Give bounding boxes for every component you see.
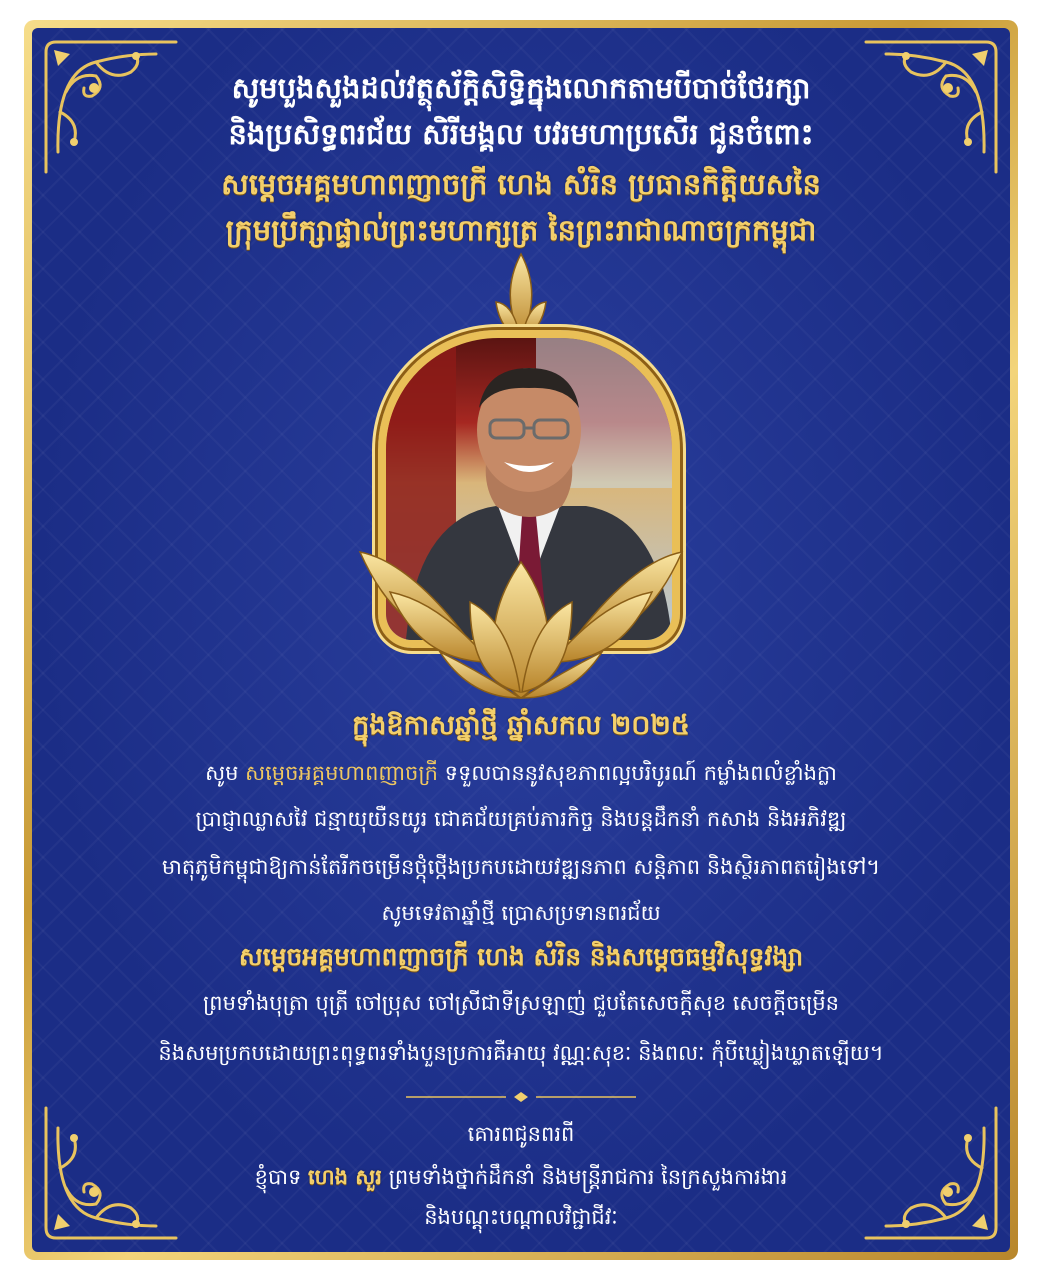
- header-line-1: សូមបួងសួងដល់វត្ថុស័ក្តិសិទ្ធិក្នុងលោកតាមបីបាច់ថែរក្សា: [231, 71, 811, 105]
- message-line-3: មាតុភូមិកម្ពុជាឱ្យកាន់តែរីកចម្រើនថ្កុំថ្កើងប្រកបដោយវឌ្ឍនភាព សន្តិភាព និងស្ថិរភាពតរៀងទៅ។: [161, 855, 881, 879]
- message-line-1-highlight: សម្តេចអគ្គមហាពញាចក្រី: [245, 761, 438, 785]
- message-line-7: និងសមប្រកបដោយព្រះពុទ្ធពរទាំងបួនប្រការគឺអាយុ វណ្ណៈសុខៈ និងពលៈ កុំបីឃ្លៀងឃ្លាតឡើយ។: [158, 1041, 884, 1065]
- header-line-3: សម្តេចអគ្គមហាពញាចក្រី ហេង សំរិន ប្រធានកិត្តិយសនៃ: [221, 167, 821, 201]
- header-line-2: និងប្រសិទ្ធពរជ័យ សិរីមង្គល បវរមហាប្រសើរ ជូនចំពោះ: [228, 117, 814, 151]
- signature-prefix: ខ្ញុំបាទ: [254, 1165, 302, 1189]
- signature-label: គោរពជូនពរពី: [467, 1122, 575, 1146]
- message-line-1: [110, 758, 932, 788]
- ornament-divider-icon: [406, 1092, 636, 1102]
- occasion-title: ក្នុងឱកាសឆ្នាំថ្មី ឆ្នាំសកល ២០២៥: [352, 710, 690, 741]
- lotus-base-icon: [320, 532, 722, 702]
- message-line-1-rest: ទទួលបាននូវសុខភាពល្អបរិបូរណ៍ កម្លាំងពលំខ្លាំងក្លា: [444, 761, 837, 785]
- message-line-6: ព្រមទាំងបុត្រា បុត្រី ចៅប្រុស ចៅស្រីជាទីស្រឡាញ់ ជួបតែសេចក្តីសុខ សេចក្តីចម្រើន: [203, 991, 839, 1015]
- lotus-top-icon: [486, 252, 556, 342]
- signature-rest: ព្រមទាំងថ្នាក់ដឹកនាំ និងមន្ត្រីរាជការ នៃក្រសួងការងារ: [388, 1165, 788, 1189]
- honoree-names: សម្តេចអគ្គមហាពញាចក្រី ហេង សំរិន និងសម្តេចធម្មវិសុទ្ធវង្សា: [238, 942, 804, 971]
- signature-name: ហេង សួរ: [307, 1165, 382, 1189]
- header-line-4: ក្រុមប្រឹក្សាផ្ទាល់ព្រះមហាក្សត្រ នៃព្រះរាជាណាចក្រកម្ពុជា: [225, 213, 817, 247]
- signature-line-2: និងបណ្តុះបណ្តាលវិជ្ជាជីវៈ: [424, 1205, 618, 1229]
- message-line-2: ប្រាជ្ញាឈ្លាសវៃ ជន្មាយុយឺនយូរ ជោគជ័យគ្រប់ភារកិច្ច និងបន្តដឹកនាំ កសាង និងអភិវឌ្ឍ: [195, 807, 847, 831]
- portrait-frame: [320, 252, 722, 702]
- message-line-4: សូមទេវតាឆ្នាំថ្មី ប្រោសប្រទានពរជ័យ: [381, 901, 661, 925]
- message-line-1-prefix: សូម: [205, 761, 239, 785]
- signature-line-1: [140, 1162, 902, 1192]
